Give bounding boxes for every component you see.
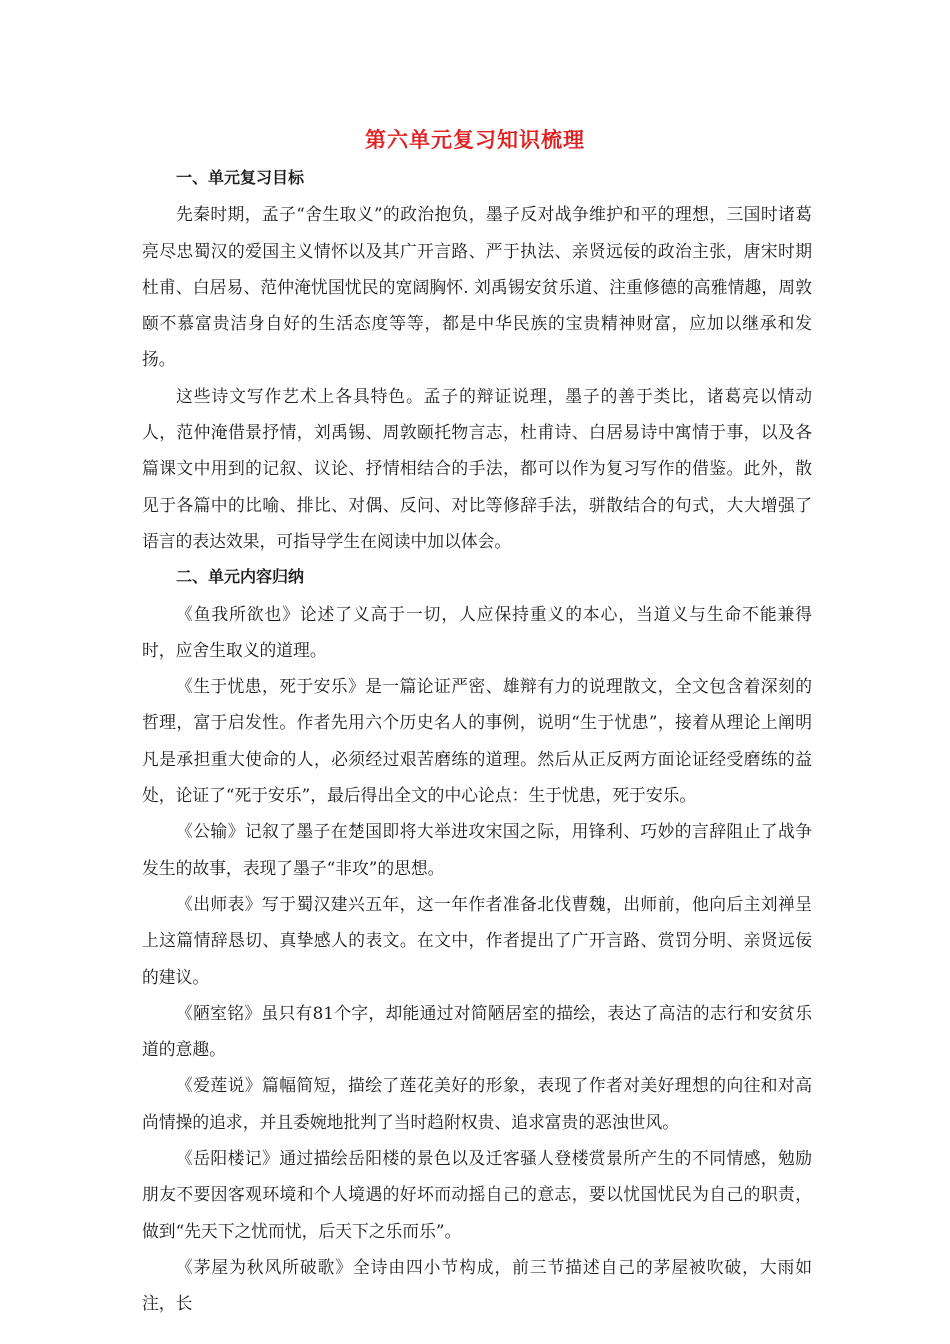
paragraph: 《生于忧患，死于安乐》是一篇论证严密、雄辩有力的说理散文，全文包含着深刻的哲理，富于启发性。作者先用六个历史名人的事例，说明“生于忧患”，接着从理论上阐明凡是承担重大使命的人，必须经过艰苦磨练的道理。然后从正反两方面论证经受磨练的益处，论证了“死于安乐”，最后得出全文的中心论点：生于忧患，死于安乐。 bbox=[142, 676, 812, 806]
paragraph: 《鱼我所欲也》论述了义高于一切，人应保持重义的本心，当道义与生命不能兼得时，应舍生取义的道理。 bbox=[142, 603, 812, 660]
paragraph: 《爱莲说》篇幅简短，描绘了莲花美好的形象，表现了作者对美好理想的向往和对高尚情操的追求，并且委婉地批判了当时趋附权贵、追求富贵的恶浊世风。 bbox=[142, 1075, 812, 1132]
section-heading-content: 二、单元内容归纳 bbox=[176, 567, 305, 587]
section-heading-goals: 一、单元复习目标 bbox=[176, 168, 305, 187]
paragraph: 《出师表》写于蜀汉建兴五年，这一年作者准备北伐曹魏，出师前，他向后主刘禅呈上这篇情辞恳切、真挚感人的表文。在文中，作者提出了广开言路、赏罚分明、亲贤远佞的建议。 bbox=[142, 893, 812, 987]
page-title: 第六单元复习知识梳理 bbox=[365, 128, 585, 152]
paragraph: 《岳阳楼记》通过描绘岳阳楼的景色以及迁客骚人登楼赏景所产生的不同情感，勉励朋友不要因客观环境和个人境遇的好坏而动摇自己的意志，要以忧国忧民为自己的职责，做到“先天下之忧而忧，后天下之乐而乐”。 bbox=[142, 1148, 812, 1241]
document-body bbox=[142, 160, 812, 1322]
paragraph: 《公输》记叙了墨子在楚国即将大举进攻宋国之际，用锋利、巧妙的言辞阻止了战争发生的故事，表现了墨子“非攻”的思想。 bbox=[142, 821, 812, 878]
paragraph: 《茅屋为秋风所破歌》全诗由四小节构成，前三节描述自己的茅屋被吹破，大雨如注，长 bbox=[142, 1256, 812, 1314]
paragraph: 先秦时期，孟子“舍生取义”的政治抱负，墨子反对战争维护和平的理想，三国时诸葛亮尽忠蜀汉的爱国主义情怀以及其广开言路、严于执法、亲贤远佞的政治主张，唐宋时期杜甫、白居易、范仲淹忧国忧民的宽阔胸怀. 刘禹锡安贫乐道、注重修德的高雅情趣，周敦颐不慕富贵洁身自好的生活态度等等，都是中华民族的宝贵精神财富，应加以继承和发扬。 bbox=[142, 204, 812, 370]
paragraph: 这些诗文写作艺术上各具特色。孟子的辩证说理，墨子的善于类比，诸葛亮以情动人，范仲淹借景抒情，刘禹锡、周敦颐托物言志，杜甫诗、白居易诗中寓情于事，以及各篇课文中用到的记叙、议论、抒情相结合的手法，都可以作为复习写作的借鉴。此外，散见于各篇中的比喻、排比、对偶、反问、对比等修辞手法，骈散结合的句式，大大增强了语言的表达效果，可指导学生在阅读中加以体会。 bbox=[142, 385, 812, 551]
paragraph: 《陋室铭》虽只有81个字，却能通过对简陋居室的描绘，表达了高洁的志行和安贫乐道的意趣。 bbox=[142, 1002, 812, 1060]
